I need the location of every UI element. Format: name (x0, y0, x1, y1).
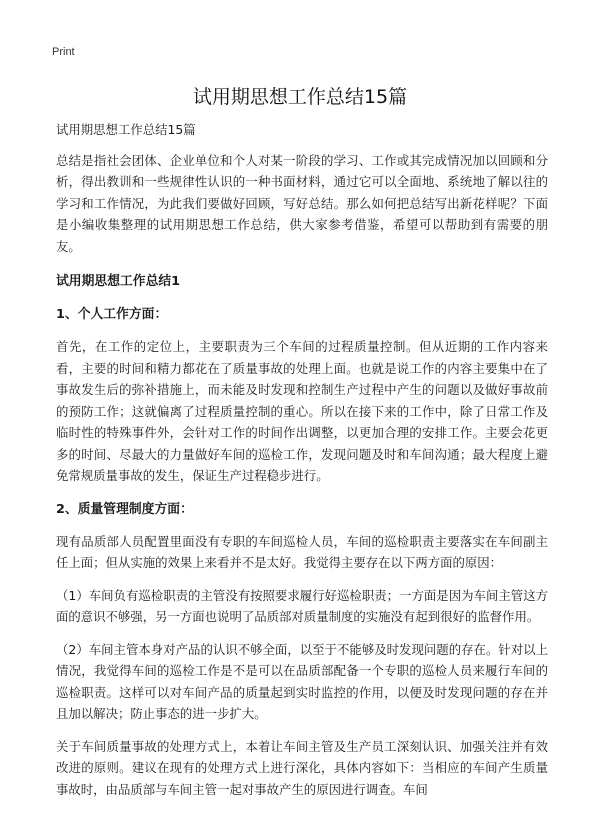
quality-item-1: （1）车间负有巡检职责的主管没有按照要求履行好巡检职责；一方面是因为车间主管这方面的意识不够强，另一方面也说明了品质部对质量制度的实施没有起到很好的监督作用。 (56, 587, 548, 624)
print-label: Print (52, 46, 75, 58)
part-heading-quality-management: 2、质量管理制度方面： (56, 501, 193, 517)
quality-item-2: （2）车间主管本身对产品的认识不够全面，以至于不能够及时发现问题的存在。针对以上情况，我觉得车间的巡检工作是不是可以在品质部配备一个专职的巡检人员来履行车间的巡检职责。这样可以对车间产品的质量起到实时监控的作用，以便及时发现问题的存在并且加以解决；防止事态的进一步扩大。 (56, 641, 548, 721)
quality-management-paragraph: 现有品质部人员配置里面没有专职的车间巡检人员，车间的巡检职责主要落实在车间副主任上面；但从实施的效果上来看并不是太好。我觉得主要存在以下两方面的原因： (56, 533, 548, 570)
document-body (56, 119, 548, 811)
section-heading: 试用期思想工作总结1 (56, 274, 181, 289)
part-heading-personal-work: 1、个人工作方面： (56, 307, 168, 322)
incident-handling-paragraph: 关于车间质量事故的处理方式上，本着让车间主管及生产员工深刻认识、加强关注并有效改进的原则。建议在现有的处理方式上进行深化，具体内容如下：当相应的车间产生质量事故时，由品质部与车间主管一起对事故产生的原因进行调查。车间 (56, 738, 548, 797)
document-subtitle: 试用期思想工作总结15篇 (56, 122, 196, 137)
intro-paragraph: 总结是指社会团体、企业单位和个人对某一阶段的学习、工作或其完成情况加以回顾和分析，得出教训和一些规律性认识的一种书面材料，通过它可以全面地、系统地了解以往的学习和工作情况，为此我们要做好回顾，写好总结。那么如何把总结写出新花样呢？下面是小编收集整理的试用期思想工作总结，供大家参考借鉴，希望可以帮助到有需要的朋友。 (56, 152, 548, 254)
page-title: 试用期思想工作总结15篇 (192, 86, 408, 108)
personal-work-paragraph: 首先，在工作的定位上，主要职责为三个车间的过程质量控制。但从近期的工作内容来看，主要的时间和精力都花在了质量事故的处理上面。也就是说工作的内容主要集中在了事故发生后的弥补措施上，而未能及时发现和控制生产过程中产生的问题以及做好事故前的预防工作；这就偏离了过程质量控制的重心。所以在接下来的工作中，除了日常工作及临时性的特殊事件外，会针对工作的时间作出调整，以更加合理的安排工作。主要会花更多的时间、尽最大的力量做好车间的巡检工作，发现问题及时和车间沟通；最大程度上避免常规质量事故的发生，保证生产过程稳步进行。 (56, 339, 548, 483)
